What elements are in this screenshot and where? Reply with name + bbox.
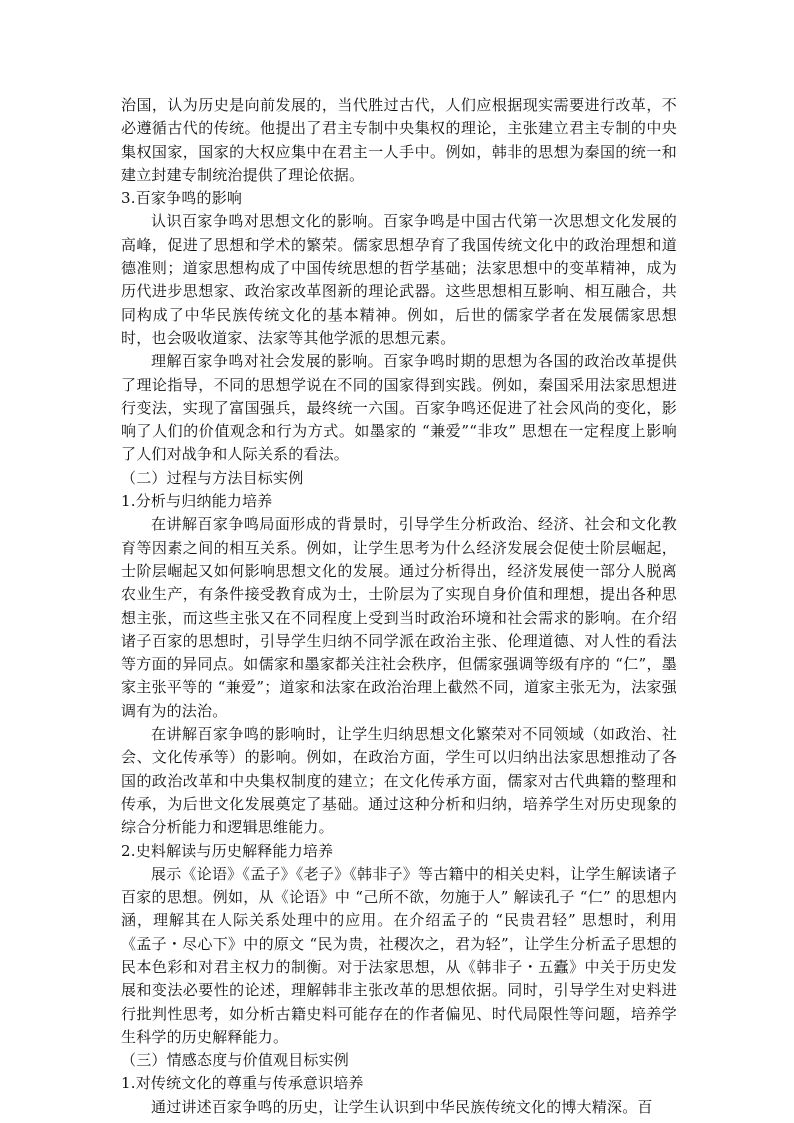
subheading-source-interpretation: 2.史料解读与历史解释能力培养 (121, 841, 334, 860)
paragraph-analysis-influence: 在讲解百家争鸣的影响时，让学生归纳思想文化繁荣对不同领域（如政治、社会、文化传承等）的影响。例如，在政治方面，学生可以归纳出法家思想推动了各国的政治改革和中央集权制度的建立；在文化传承方面，儒家对古代典籍的整理和传承，为后世文化发展奠定了基础。通过这种分析和归纳，培养学生对历史现象的综合分析能力和逻辑思维能力。 (121, 725, 677, 837)
section-heading-process-method: （二）过程与方法目标实例 (121, 468, 304, 487)
paragraph-tradition-respect: 通过讲述百家争鸣的历史，让学生认识到中华民族传统文化的博大精深。百 (151, 1097, 653, 1116)
paragraph-source-interpretation: 展示《论语》《孟子》《老子》《韩非子》等古籍中的相关史料，让学生解读诸子百家的思想。例如，从《论语》中 “己所不欲，勿施于人” 解读孔子 “仁” 的思想内涵，理解其在人际关系处理中的应用。在介绍孟子的 “民贵君轻” 思想时，利用《孟子・尽心下》中的原文 “民为贵，社稷次之，君为轻”，让学生分析孟子思想的民本色彩和对君主权力的制衡。对于法家思想，从《韩非子・五蠹》中关于历史发展和变法必要性的论述，理解韩非主张改革的思想依据。同时，引导学生对史料进行批判性思考，如分析古籍史料可能存在的作者偏见、时代局限性等问题，培养学生科学的历史解释能力。 (121, 864, 677, 1046)
document-body (121, 94, 677, 1119)
paragraph-society-influence: 理解百家争鸣对社会发展的影响。百家争鸣时期的思想为各国的政治改革提供了理论指导，不同的思想学说在不同的国家得到实践。例如，秦国采用法家思想进行变法，实现了富国强兵，最终统一六国。百家争鸣还促进了社会风尚的变化，影响了人们的价值观念和行为方式。如墨家的 “兼爱”“非攻” 思想在一定程度上影响了人们对战争和人际关系的看法。 (121, 352, 677, 464)
subheading-analysis-skill: 1.分析与归纳能力培养 (121, 492, 273, 511)
subheading-tradition-respect: 1.对传统文化的尊重与传承意识培养 (121, 1074, 364, 1093)
paragraph-culture-influence: 认识百家争鸣对思想文化的影响。百家争鸣是中国古代第一次思想文化发展的高峰，促进了思想和学术的繁荣。儒家思想孕育了我国传统文化中的政治理想和道德准则；道家思想构成了中国传统思想的哲学基础；法家思想中的变革精神，成为历代进步思想家、政治家改革图新的理论武器。这些思想相互影响、相互融合，共同构成了中华民族传统文化的基本精神。例如，后世的儒家学者在发展儒家思想时，也会吸收道家、法家等其他学派的思想元素。 (121, 212, 677, 347)
section-heading-emotion-values: （三）情感态度与价值观目标实例 (121, 1051, 350, 1070)
paragraph-continuation: 治国，认为历史是向前发展的，当代胜过古代，人们应根据现实需要进行改革，不必遵循古代的传统。他提出了君主专制中央集权的理论，主张建立君主专制的中央集权国家，国家的大权应集中在君主一人手中。例如，韩非的思想为秦国的统一和建立封建专制统治提供了理论依据。 (121, 96, 677, 184)
paragraph-analysis-background: 在讲解百家争鸣局面形成的背景时，引导学生分析政治、经济、社会和文化教育等因素之间的相互关系。例如，让学生思考为什么经济发展会促使士阶层崛起，士阶层崛起又如何影响思想文化的发展。通过分析得出，经济发展使一部分人脱离农业生产，有条件接受教育成为士，士阶层为了实现自身价值和理想，提出各种思想主张，而这些主张又在不同程度上受到当时政治环境和社会需求的影响。在介绍诸子百家的思想时，引导学生归纳不同学派在政治主张、伦理道德、对人性的看法等方面的异同点。如儒家和墨家都关注社会秩序，但儒家强调等级有序的 “仁”，墨家主张平等的 “兼爱”；道家和法家在政治治理上截然不同，道家主张无为，法家强调有为的法治。 (121, 515, 677, 720)
subheading-influence: 3.百家争鸣的影响 (121, 189, 243, 208)
